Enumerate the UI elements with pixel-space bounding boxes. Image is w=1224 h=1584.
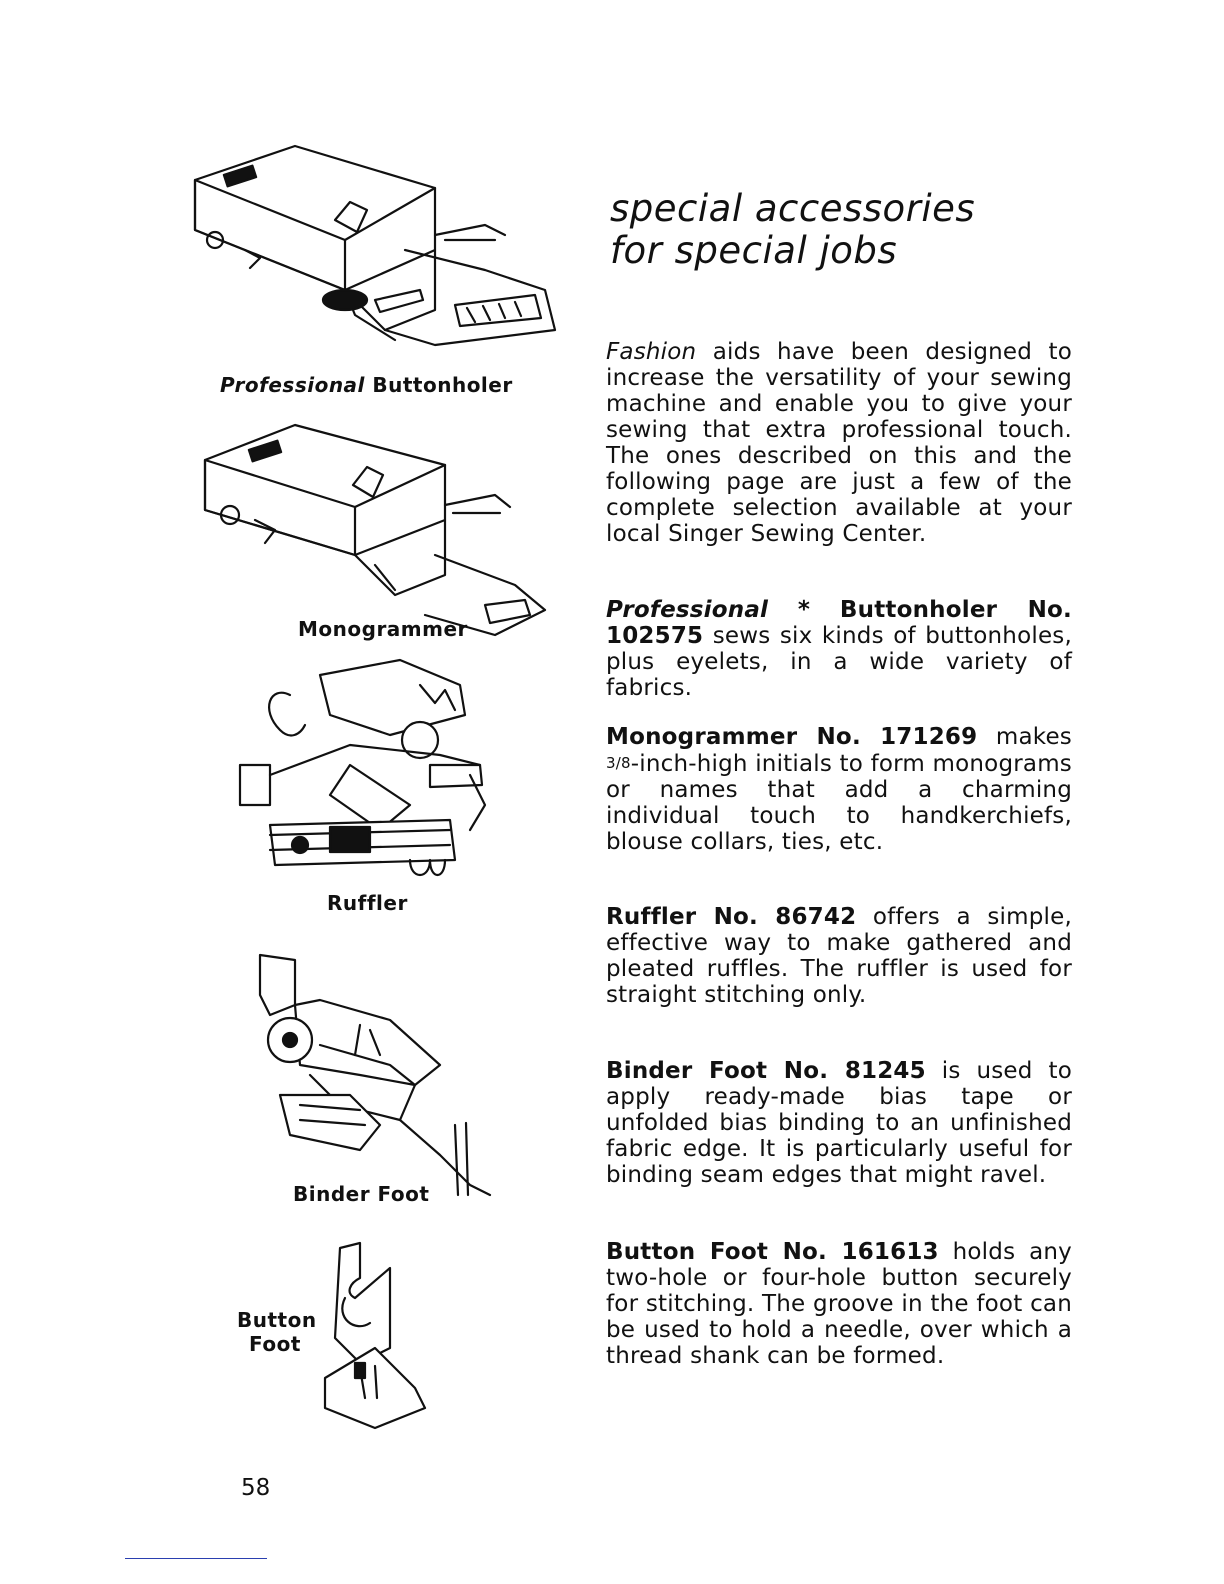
intro-lead: Fashion [606, 339, 697, 365]
ruffler-paragraph [606, 904, 1072, 1008]
binder-foot-name: Binder Foot No. 81245 [606, 1058, 926, 1084]
binder-foot-paragraph [606, 1058, 1072, 1188]
buttonholer-text: sews six kinds of buttonholes, plus eyelets, in a wide variety of fabrics. [606, 623, 1072, 701]
ruffler-illustration [230, 655, 510, 890]
bottom-rule [125, 1558, 267, 1559]
ruffler-text: offers a simple, effective way to make gathered and pleated ruffles. The ruffler is used for straight stitching only. [606, 904, 1072, 1008]
button-foot-caption-line2: Foot [249, 1332, 301, 1356]
page-number: 58 [241, 1475, 271, 1501]
button-foot-illustration [315, 1238, 435, 1438]
monogrammer-caption: Monogrammer [298, 617, 468, 641]
buttonholer-name-italic: Professional [606, 597, 769, 623]
binder-foot-text: is used to apply ready-made bias tape or unfolded bias binding to an unfinished fabric edge. It is particularly useful for binding seam edges that might ravel. [606, 1058, 1072, 1188]
intro-paragraph [606, 339, 1072, 547]
button-foot-caption-line1: Button [237, 1308, 317, 1332]
binder-foot-caption: Binder Foot [293, 1182, 430, 1206]
title-line-1: special accessories [610, 187, 976, 230]
monogrammer-illustration [195, 415, 555, 640]
buttonholer-paragraph [606, 597, 1072, 701]
buttonholer-illustration [185, 140, 565, 360]
button-foot-paragraph [606, 1239, 1072, 1369]
monogrammer-name: Monogrammer No. 171269 [606, 724, 978, 750]
button-foot-name: Button Foot No. 161613 [606, 1239, 939, 1265]
buttonholer-mark: * [797, 597, 811, 623]
intro-text: aids have been designed to increase the versatility of your sewing machine and enable you to give your sewing that extra professional touch. The ones described on this and the following page are just a few of the complete selection available at your local Singer Sewing Center. [606, 339, 1073, 547]
buttonholer-name: Buttonholer No. 102575 [606, 597, 1072, 649]
page-title [610, 188, 975, 272]
ruffler-caption: Ruffler [327, 891, 408, 915]
monogrammer-paragraph [606, 724, 1072, 855]
monogrammer-text: -inch-high initials to form monograms or names that add a charming individual touch to handkerchiefs, blouse collars, ties, etc. [606, 751, 1072, 855]
button-foot-text: holds any two-hole or four-hole button securely for stitching. The groove in the foot can be used to hold a needle, over which a thread shank can be formed. [606, 1239, 1072, 1369]
ruffler-name: Ruffler No. 86742 [606, 904, 857, 930]
monogrammer-text-before: makes [995, 724, 1072, 750]
binder-foot-illustration [240, 945, 500, 1205]
monogrammer-fraction: 3/8 [606, 754, 631, 772]
title-line-2: for special jobs [610, 229, 898, 272]
buttonholer-caption: Professional Buttonholer [220, 373, 513, 397]
